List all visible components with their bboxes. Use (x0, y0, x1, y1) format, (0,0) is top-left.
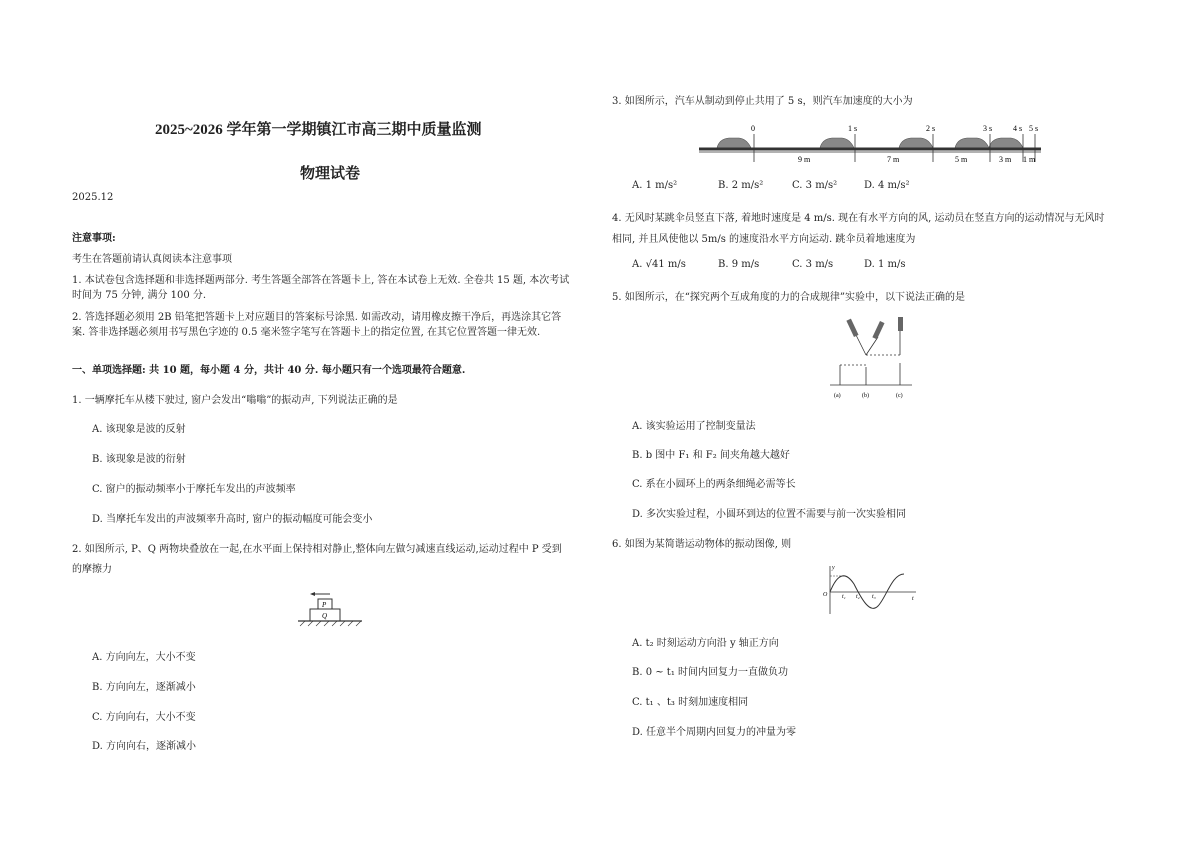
notes-item1-line2: 时间为 75 分钟, 满分 100 分. (72, 290, 207, 301)
q1-option-b: B. 该现象是波的衍射 (92, 454, 186, 465)
notes-heading: 注意事项: (72, 233, 116, 244)
q3-figure (697, 120, 1043, 165)
q1-option-c: C. 窗户的振动频率小于摩托车发出的声波频率 (92, 484, 296, 495)
block-p-label: P (322, 601, 327, 609)
q1-option-d: D. 当摩托车发出的声波频率升高时, 窗户的振动幅度可能会变小 (92, 514, 373, 525)
q1-stem: 1. 一辆摩托车从楼下驶过, 窗户会发出“嗡嗡”的振动声, 下列说法正确的是 (72, 395, 398, 406)
subfigure-labels (834, 392, 903, 399)
q5-option-d: D. 多次实验过程，小圆环到达的位置不需要与前一次实验相同 (632, 509, 907, 520)
q2-stem-line2: 的摩擦力 (72, 564, 112, 575)
time-label-1: 1 s (848, 124, 858, 133)
q3-option-b: B. 2 m/s² (718, 180, 764, 191)
time-labels (751, 124, 1038, 133)
q4-stem-line1: 4. 无风时某跳伞员竖直下落, 着地时速度是 4 m/s. 现在有水平方向的风, 运动员在竖直方向的运动情况与无风时 (612, 213, 1105, 224)
y-axis-label: y (832, 565, 835, 571)
time-label-2: 2 s (926, 124, 936, 133)
q6-option-b: B. 0 ~ t₁ 时间内回复力一直做负功 (632, 667, 789, 678)
q5-stem: 5. 如图所示，在“探究两个互成角度的力的合成规律”实验中，以下说法正确的是 (612, 292, 965, 303)
time-label-0: 0 (751, 124, 755, 133)
time-label-3: 3 s (983, 124, 993, 133)
q1-option-a: A. 该现象是波的反射 (92, 424, 186, 435)
ground-hatch (300, 621, 361, 626)
subfigure-label-b: (b) (862, 393, 869, 399)
q2-option-c: C. 方向向右，大小不变 (92, 712, 196, 723)
q3-option-a: A. 1 m/s² (632, 180, 678, 191)
q4-stem-line2: 相同, 并且风使他以 5m/s 的速度沿水平方向运动. 跳伞员着地速度为 (612, 234, 916, 245)
velocity-arrowhead (310, 592, 315, 596)
notes-item2-line1: 2. 答选择题必须用 2B 铅笔把答题卡上对应题目的答案标号涂黑. 如需改动，请用橡皮擦干净后，再选涂其它答 (72, 312, 562, 323)
distance-label-0: 9 m (798, 155, 811, 164)
q4-option-d: D. 1 m/s (864, 259, 906, 270)
subfigure-label-a: (a) (834, 393, 841, 399)
distance-labels (798, 155, 1036, 164)
oscillation-curve (830, 574, 904, 608)
exam-subtitle: 物理试卷 (300, 164, 361, 182)
origin-label: O (823, 592, 828, 598)
t-axis-label: t (912, 596, 914, 602)
q5-figure (826, 315, 916, 401)
spring-scale-icons (846, 317, 903, 339)
car-icons (717, 138, 1023, 148)
time-label-5: 5 s (1029, 124, 1039, 133)
distance-label-2: 5 m (955, 155, 968, 164)
q6-figure (820, 562, 920, 616)
q4-option-c: C. 3 m/s (792, 259, 834, 270)
t3-label: t₃ (872, 594, 876, 600)
q2-option-b: B. 方向向左，逐渐减小 (92, 682, 196, 693)
distance-label-1: 7 m (887, 155, 900, 164)
block-q-label: Q (322, 612, 328, 620)
section1-heading: 一、单项选择题: 共 10 题，每小题 4 分，共计 40 分. 每小题只有一个选项最符合题意. (72, 365, 466, 376)
q5-option-c: C. 系在小圆环上的两条细绳必需等长 (632, 479, 796, 490)
q3-option-d: D. 4 m/s² (864, 180, 910, 191)
q5-option-b: B. b 图中 F₁ 和 F₂ 间夹角越大越好 (632, 450, 790, 461)
q6-option-a: A. t₂ 时刻运动方向沿 y 轴正方向 (632, 638, 779, 649)
q6-option-d: D. 任意半个周期内回复力的冲量为零 (632, 727, 797, 738)
notes-item2-line2: 案. 答非选择题必须用书写黑色字迹的 0.5 毫米签字笔写在答题卡上的指定位置, 在其它位置答题一律无效. (72, 327, 541, 338)
exam-title: 2025~2026 学年第一学期镇江市高三期中质量监测 (155, 122, 482, 138)
q3-option-c: C. 3 m/s² (792, 180, 838, 191)
q4-option-a: A. √41 m/s (632, 259, 686, 270)
q3-stem: 3. 如图所示，汽车从制动到停止共用了 5 s，则汽车加速度的大小为 (612, 96, 913, 107)
experiment-apparatus (830, 329, 912, 385)
notes-item1-line1: 1. 本试卷包含选择题和非选择题两部分. 考生答题全部答在答题卡上, 答在本试卷上无效. 全卷共 15 题, 本次考试 (72, 275, 570, 286)
subfigure-label-c: (c) (896, 393, 903, 399)
notes-intro: 考生在答题前请认真阅读本注意事项 (72, 254, 232, 265)
distance-label-3: 3 m (999, 155, 1012, 164)
q2-figure (296, 588, 366, 630)
q2-stem-line1: 2. 如图所示, P、Q 两物块叠放在一起,在水平面上保持相对静止,整体向左做匀减速直线运动,运动过程中 P 受到 (72, 544, 562, 555)
t1-label: t₁ (842, 594, 846, 600)
q5-option-a: A. 该实验运用了控制变量法 (632, 421, 756, 432)
q6-option-c: C. t₁ 、t₃ 时刻加速度相同 (632, 697, 749, 708)
time-label-4: 4 s (1013, 124, 1023, 133)
t2-label: t₂ (856, 594, 860, 600)
q2-option-a: A. 方向向左，大小不变 (92, 652, 196, 663)
exam-date: 2025.12 (72, 192, 114, 203)
q2-option-d: D. 方向向右，逐渐减小 (92, 741, 197, 752)
distance-label-4: 1 m (1023, 155, 1036, 164)
graph-labels (823, 565, 914, 602)
q6-stem: 6. 如图为某简谐运动物体的振动图像, 则 (612, 539, 792, 550)
q4-option-b: B. 9 m/s (718, 259, 760, 270)
